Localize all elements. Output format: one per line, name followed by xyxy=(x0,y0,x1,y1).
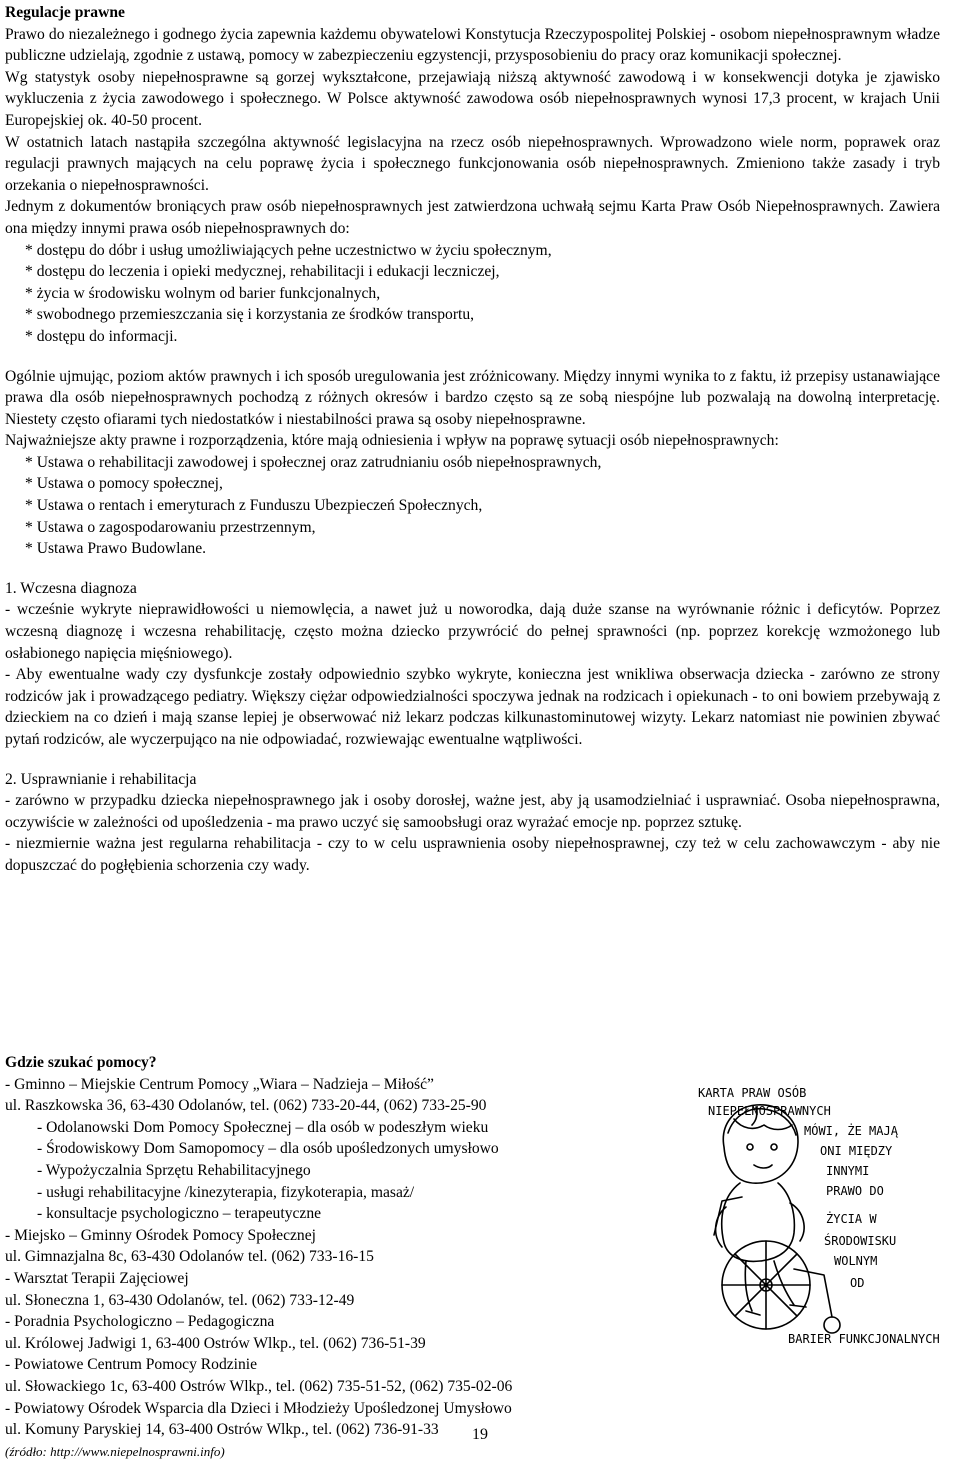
help-list-item: - usługi rehabilitacyjne /kinezyterapia, fizykoterapia, masaż/ xyxy=(37,1183,415,1201)
help-list-item: ul. Gimnazjalna 8c, 63-430 Odolanów tel. (062) 733-16-15 xyxy=(5,1248,374,1266)
help-list-item: - Odolanowski Dom Pomocy Społecznej – dla osób w podeszłym wieku xyxy=(37,1118,489,1136)
help-list-item: - Wypożyczalnia Sprzętu Rehabilitacyjnego xyxy=(37,1161,311,1179)
acts-list xyxy=(5,452,940,560)
section-title-legal: Regulacje prawne xyxy=(5,4,125,21)
source-note: (źródło: http://www.niepelnosprawni.info) xyxy=(5,1443,225,1459)
help-list-item: - Warsztat Terapii Zajęciowej xyxy=(5,1269,189,1287)
help-list-item: - Gminno – Miejskie Centrum Pomocy „Wiara – Nadzieja – Miłość” xyxy=(5,1075,434,1093)
rights-list xyxy=(5,240,940,348)
help-list-item: - Powiatowy Ośrodek Wsparcia dla Dzieci i Młodzieży Upośledzonej Umysłowo xyxy=(5,1399,512,1417)
caption-line: KARTA PRAW OSÓB xyxy=(698,1086,807,1100)
caption-line: OD xyxy=(850,1276,865,1290)
main-column xyxy=(5,2,940,877)
caption-line: MÓWI, ŻE MAJĄ xyxy=(804,1124,898,1138)
help-list xyxy=(5,1074,705,1441)
list-item: * dostępu do informacji. xyxy=(25,327,178,345)
caption-line: WOLNYM xyxy=(834,1254,878,1268)
help-list-item: - konsultacje psychologiczno – terapeutyczne xyxy=(37,1205,322,1223)
illustration-caption xyxy=(698,1085,940,1346)
list-item: * Ustawa o rehabilitacji zawodowej i społecznej oraz zatrudnianiu osób niepełnosprawnych, xyxy=(25,453,602,471)
spacer xyxy=(5,751,940,769)
paragraph: W ostatnich latach nastąpiła szczególna aktywność legislacyjna na rzecz osób niepełnosprawnych. Wprowadzono wiele norm, poprawek oraz regulacji prawnych mających na celu poprawę życia i społecznego funkcjonowania osób niepełnosprawnych. Zmieniono także zasady i tryb orzekania o niepełnosprawności. xyxy=(5,133,940,194)
page-number: 19 xyxy=(472,1426,488,1443)
list-item: * Ustawa o zagospodarowaniu przestrzennym, xyxy=(25,518,316,536)
paragraph: - zarówno w przypadku dziecka niepełnosprawnego jak i osoby dorosłej, ważne jest, aby ją usamodzielniać i usprawniać. Osoba niepełnosprawna, oczywiście w zależności od upośledzenia - ma prawo uczyć się samoobsługi oraz wyrażać emocje np. poprzez sztukę. xyxy=(5,792,940,831)
help-list-item: - Powiatowe Centrum Pomocy Rodzinie xyxy=(5,1356,258,1374)
caption-line: BARIER FUNKCJONALNYCH xyxy=(788,1332,940,1346)
section-title-rehabilitation: 2. Usprawnianie i rehabilitacja xyxy=(5,770,197,788)
caption-line: NIEPEŁNOSPRAWNYCH xyxy=(708,1104,831,1118)
paragraph: Najważniejsze akty prawne i rozporządzenia, które mają odniesienia i wpływ na poprawę sytuacji osób niepełnosprawnych: xyxy=(5,432,779,450)
section-title-help: Gdzie szukać pomocy? xyxy=(5,1054,157,1071)
spacer xyxy=(5,348,940,366)
help-list-item: ul. Królowej Jadwigi 1, 63-400 Ostrów Wlkp., tel. (062) 736-51-39 xyxy=(5,1334,426,1352)
section-title-diagnosis: 1. Wczesna diagnoza xyxy=(5,579,137,597)
paragraph: Wg statystyk osoby niepełnosprawne są gorzej wykształcone, przejawiają niższą aktywność zawodową i w konsekwencji dotyka je zjawisko wykluczenia z życia zawodowego i społecznego. W Polsce aktywność zawodowa osób niepełnosprawnych wynosi 17,3 procent, w krajach Unii Europejskiej ok. 40-50 procent. xyxy=(5,68,940,129)
spacer xyxy=(5,560,940,578)
help-list-item: - Miejsko – Gminny Ośrodek Pomocy Społecznej xyxy=(5,1226,316,1244)
list-item: * Ustawa Prawo Budowlane. xyxy=(25,540,207,558)
caption-line: INNYMI xyxy=(826,1164,870,1178)
caption-line: PRAWO DO xyxy=(826,1184,884,1198)
help-list-item: ul. Słowackiego 1c, 63-400 Ostrów Wlkp., tel. (062) 735-51-52, (062) 735-02-06 xyxy=(5,1377,513,1395)
paragraph: - Aby ewentualne wady czy dysfunkcje zostały odpowiednio szybko wykryte, konieczna jest wnikliwa obserwacja dziecka - zarówno ze strony rodziców jak i prowadzącego pediatry. Większy ciężar odpowiedzialności spoczywa jednak na rodzicach i opiekunach - to oni bowiem przebywają z dzieckiem na co dzień i mają szanse lepiej je obserwować niż lekarz podczas kilkunastominutowej wizyty. Lekarz natomiast nie powinien zbywać pytań rodziców, ale wyczerpująco na nie odpowiadać, rozwiewając ewentualne wątpliwości. xyxy=(5,666,940,748)
caption-line: ONI MIĘDZY xyxy=(820,1144,893,1158)
paragraph: Prawo do niezależnego i godnego życia zapewnia każdemu obywatelowi Konstytucja Rzeczypospolitej Polskiej - osobom niepełnosprawnym władze publiczne udzielają, zgodnie z ustawą, pomocy w zabezpieczeniu egzystencji, przysposobieniu do pracy oraz komunikacji społecznej. xyxy=(5,25,940,65)
paragraph: - niezmiernie ważna jest regularna rehabilitacja - czy to w celu usprawnienia osoby niepełnosprawnej, czy też w celu zachowawczym - aby nie dopuszczać do pogłębienia schorzenia czy wady. xyxy=(5,835,940,874)
paragraph: Jednym z dokumentów broniących praw osób niepełnosprawnych jest zatwierdzona uchwałą sejmu Karta Praw Osób Niepełnosprawnych. Zawiera ona między innymi prawa osób niepełnosprawnych do: xyxy=(5,198,940,237)
help-list-item: ul. Raszkowska 36, 63-430 Odolanów, tel. (062) 733-20-44, (062) 733-25-90 xyxy=(5,1097,487,1115)
list-item: * swobodnego przemieszczania się i korzystania ze środków transportu, xyxy=(25,306,475,324)
help-list-item: - Środowiskowy Dom Samopomocy – dla osób upośledzonych umysłowo xyxy=(37,1140,499,1158)
help-list-item: ul. Komuny Paryskiej 14, 63-400 Ostrów Wlkp., tel. (062) 736-91-33 xyxy=(5,1421,439,1439)
caption-line: ŚRODOWISKU xyxy=(824,1234,897,1248)
list-item: * dostępu do leczenia i opieki medycznej, rehabilitacji i edukacji leczniczej, xyxy=(25,263,500,281)
help-list-item: ul. Słoneczna 1, 63-430 Odolanów, tel. (062) 733-12-49 xyxy=(5,1291,355,1309)
paragraph: - wcześnie wykryte nieprawidłowości u niemowlęcia, a nawet już u noworodka, dają duże szanse na wyrównanie różnic i deficytów. Poprzez wczesną diagnozę i wczesna rehabilitację, często można dziecko przywrócić do pełnej sprawności (np. poprzez korekcję wzmożonego lub osłabionego napięcia mięśniowego). xyxy=(5,601,940,662)
list-item: * życia w środowisku wolnym od barier funkcjonalnych, xyxy=(25,284,381,302)
list-item: * Ustawa o rentach i emeryturach z Funduszu Ubezpieczeń Społecznych, xyxy=(25,497,483,515)
list-item: * Ustawa o pomocy społecznej, xyxy=(25,475,223,493)
paragraph: Ogólnie ujmując, poziom aktów prawnych i ich sposób uregulowania jest zróżnicowany. Między innymi wynika to z faktu, iż przepisy ustanawiające prawa dla osób niepełnosprawnych pochodzą z różnych okresów i bardzo często są ze sobą niespójne lub pozwalają na dowolną interpretację. Niestety często ofiarami tych niedostatków i niestabilności prawa są osoby niepełnosprawne. xyxy=(5,367,940,428)
list-item: * dostępu do dóbr i usług umożliwiających pełne uczestnictwo w życiu społecznym, xyxy=(25,241,552,259)
help-list-item: - Poradnia Psychologiczno – Pedagogiczna xyxy=(5,1313,275,1331)
child-in-wheelchair-drawing-icon xyxy=(694,1085,956,1360)
help-section xyxy=(5,1052,705,1462)
caption-line: ŻYCIA W xyxy=(826,1212,877,1226)
